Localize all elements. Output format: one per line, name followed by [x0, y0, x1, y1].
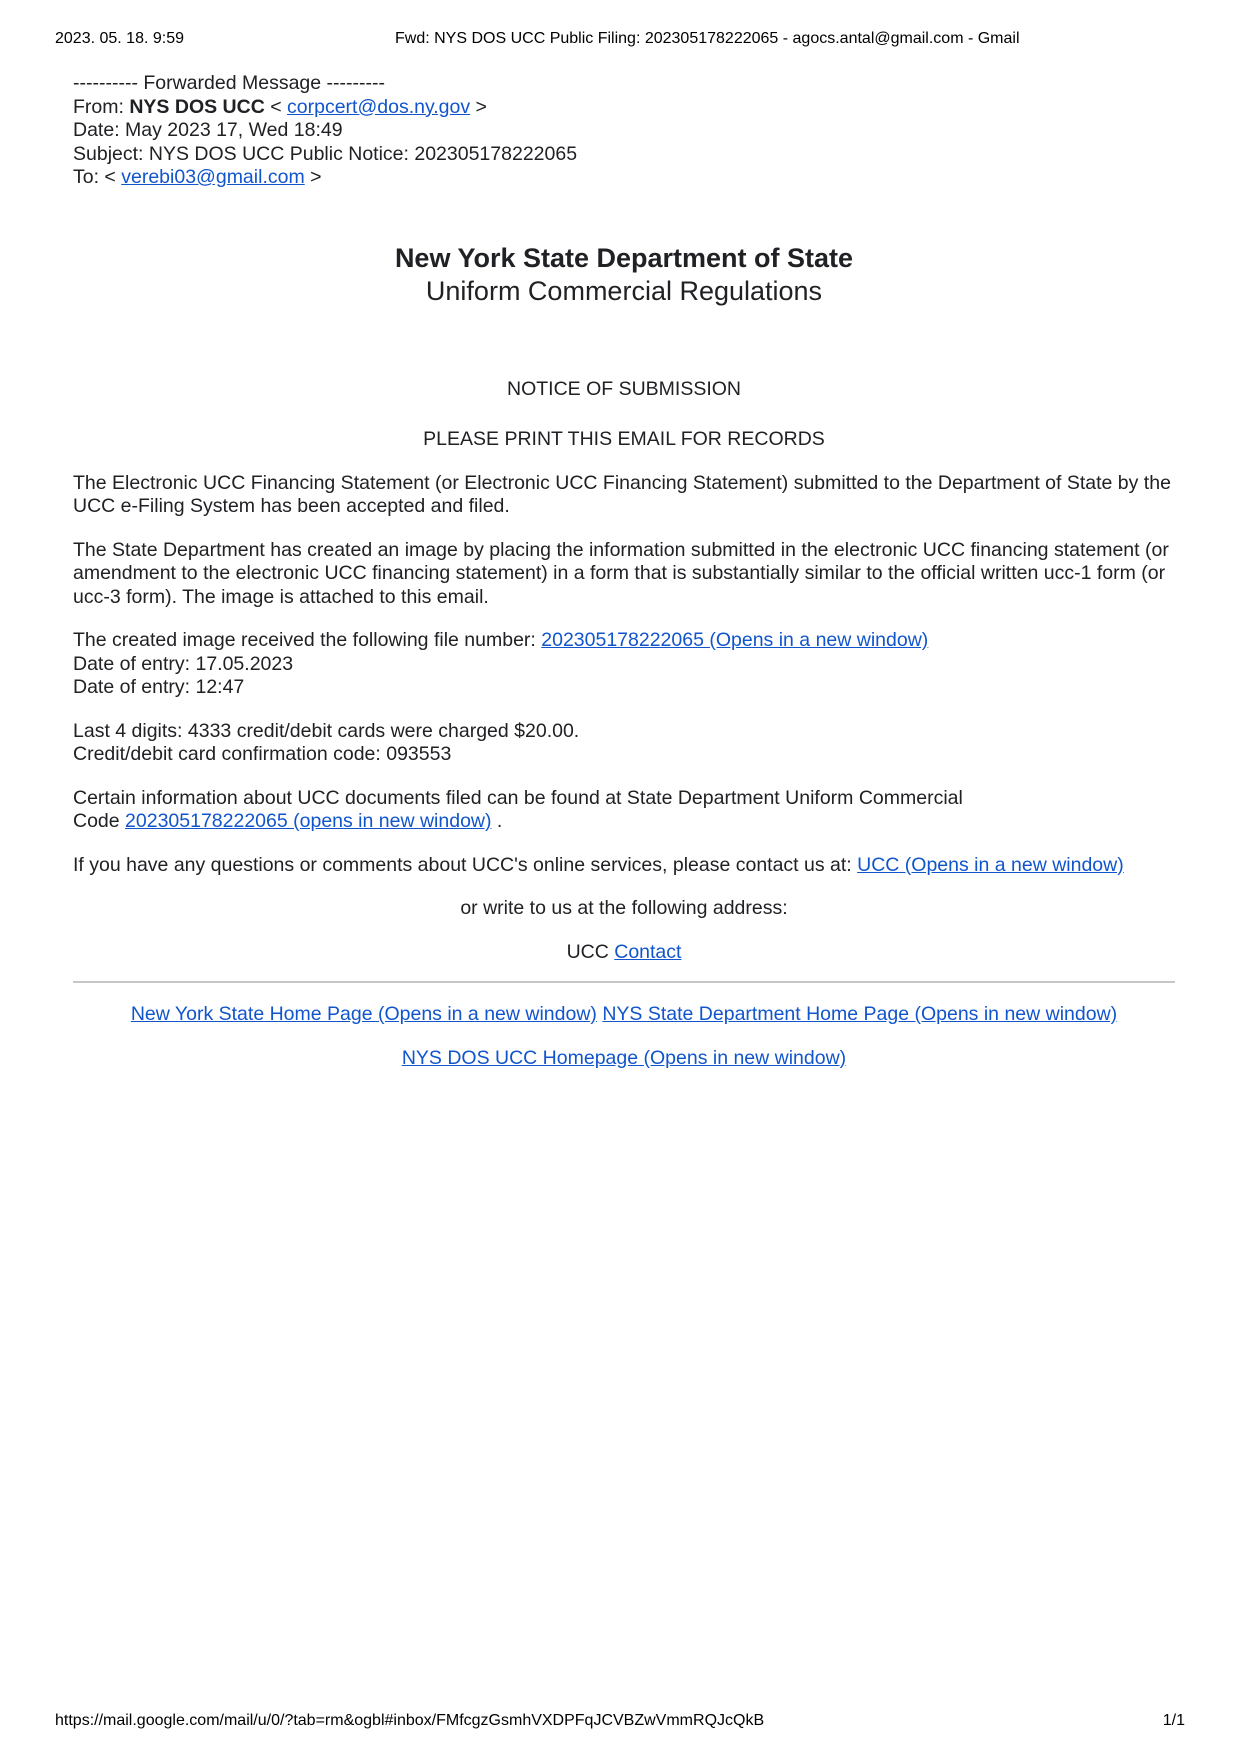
contact-line [73, 941, 1175, 965]
file-number-paragraph [73, 629, 1175, 700]
info-link[interactable]: 202305178222065 (opens in new window) [125, 810, 492, 832]
date-line: Date: May 2023 17, Wed 18:49 [73, 119, 343, 141]
subject-line: Subject: NYS DOS UCC Public Notice: 202305178222065 [73, 142, 578, 165]
questions-text: If you have any questions or comments about UCC's online services, please contact us at: [73, 853, 858, 876]
info-text-a: Certain information about UCC documents filed can be found at State Department Uniform Commercial [73, 786, 963, 809]
print-page-title: Fwd: NYS DOS UCC Public Filing: 202305178222065 - agocs.antal@gmail.com - Gmail [395, 30, 1020, 47]
footer-links-row [73, 1003, 1175, 1027]
nys-dept-home-link[interactable]: NYS State Department Home Page (Opens in new window) [602, 1003, 1118, 1025]
department-subtitle: Uniform Commercial Regulations [425, 275, 823, 306]
payment-paragraph [73, 720, 1175, 767]
email-body [73, 72, 1175, 1070]
accepted-paragraph: The Electronic UCC Financing Statement (or Electronic UCC Financing Statement) submitted to the Department of State by the UCC e-Filing System has been accepted and filed. [73, 471, 1171, 517]
ny-state-home-link[interactable]: New York State Home Page (Opens in a new window) [130, 1003, 597, 1025]
write-to-us: or write to us at the following address: [460, 897, 788, 919]
print-header [55, 30, 1185, 52]
to-email-link[interactable]: verebi03@gmail.com [121, 166, 305, 188]
to-close: > [304, 166, 322, 188]
ucc-contact-link[interactable]: UCC (Opens in a new window) [857, 853, 1124, 876]
file-number-label: The created image received the following file number: [73, 629, 542, 651]
print-datetime: 2023. 05. 18. 9:59 [55, 30, 184, 47]
to-label: To: < [73, 166, 122, 188]
card-charge: Last 4 digits: 4333 credit/debit cards were charged $20.00. [73, 719, 580, 742]
from-email-link[interactable]: corpcert@dos.ny.gov [287, 95, 471, 118]
print-note: PLEASE PRINT THIS EMAIL FOR RECORDS [423, 428, 825, 450]
from-line [73, 96, 1175, 120]
from-open: < [264, 95, 288, 118]
forwarded-banner: ---------- Forwarded Message --------- [73, 72, 385, 94]
info-paragraph [73, 787, 1175, 834]
page-count: 1/1 [1162, 1712, 1185, 1729]
info-end: . [491, 810, 503, 832]
card-confirmation: Credit/debit card confirmation code: 093553 [73, 743, 452, 765]
info-text-b: Code [73, 810, 126, 832]
forwarded-headers [73, 72, 1175, 190]
footer-links-row-2 [73, 1047, 1175, 1071]
print-footer [55, 1712, 1185, 1734]
nys-dos-ucc-home-link[interactable]: NYS DOS UCC Homepage (Opens in new window) [401, 1046, 847, 1069]
questions-paragraph [73, 854, 1175, 878]
from-close: > [470, 95, 487, 118]
entry-date: Date of entry: 17.05.2023 [73, 652, 294, 675]
department-header [73, 242, 1175, 308]
print-url: https://mail.google.com/mail/u/0/?tab=rm&ogbl#inbox/FMfcgzGsmhVXDPFqJCVBZwVmmRQJcQkB [55, 1712, 765, 1729]
from-label: From: [73, 95, 130, 118]
entry-time: Date of entry: 12:47 [73, 676, 245, 698]
contact-link[interactable]: Contact [614, 940, 682, 963]
notice-heading: NOTICE OF SUBMISSION [506, 377, 742, 400]
file-number-link[interactable]: 202305178222065 (Opens in a new window) [541, 629, 929, 651]
department-title: New York State Department of State [394, 242, 854, 273]
contact-prefix: UCC [566, 940, 615, 963]
separator [73, 981, 1175, 983]
from-name: NYS DOS UCC [129, 95, 265, 118]
to-line [73, 166, 1175, 190]
image-paragraph: The State Department has created an image by placing the information submitted in the electronic UCC financing statement (or amendment to the electronic UCC financing statement) in a form that is substantially similar to the official written ucc-1 form (or ucc-3 form). The image is attached to this email. [73, 538, 1169, 608]
